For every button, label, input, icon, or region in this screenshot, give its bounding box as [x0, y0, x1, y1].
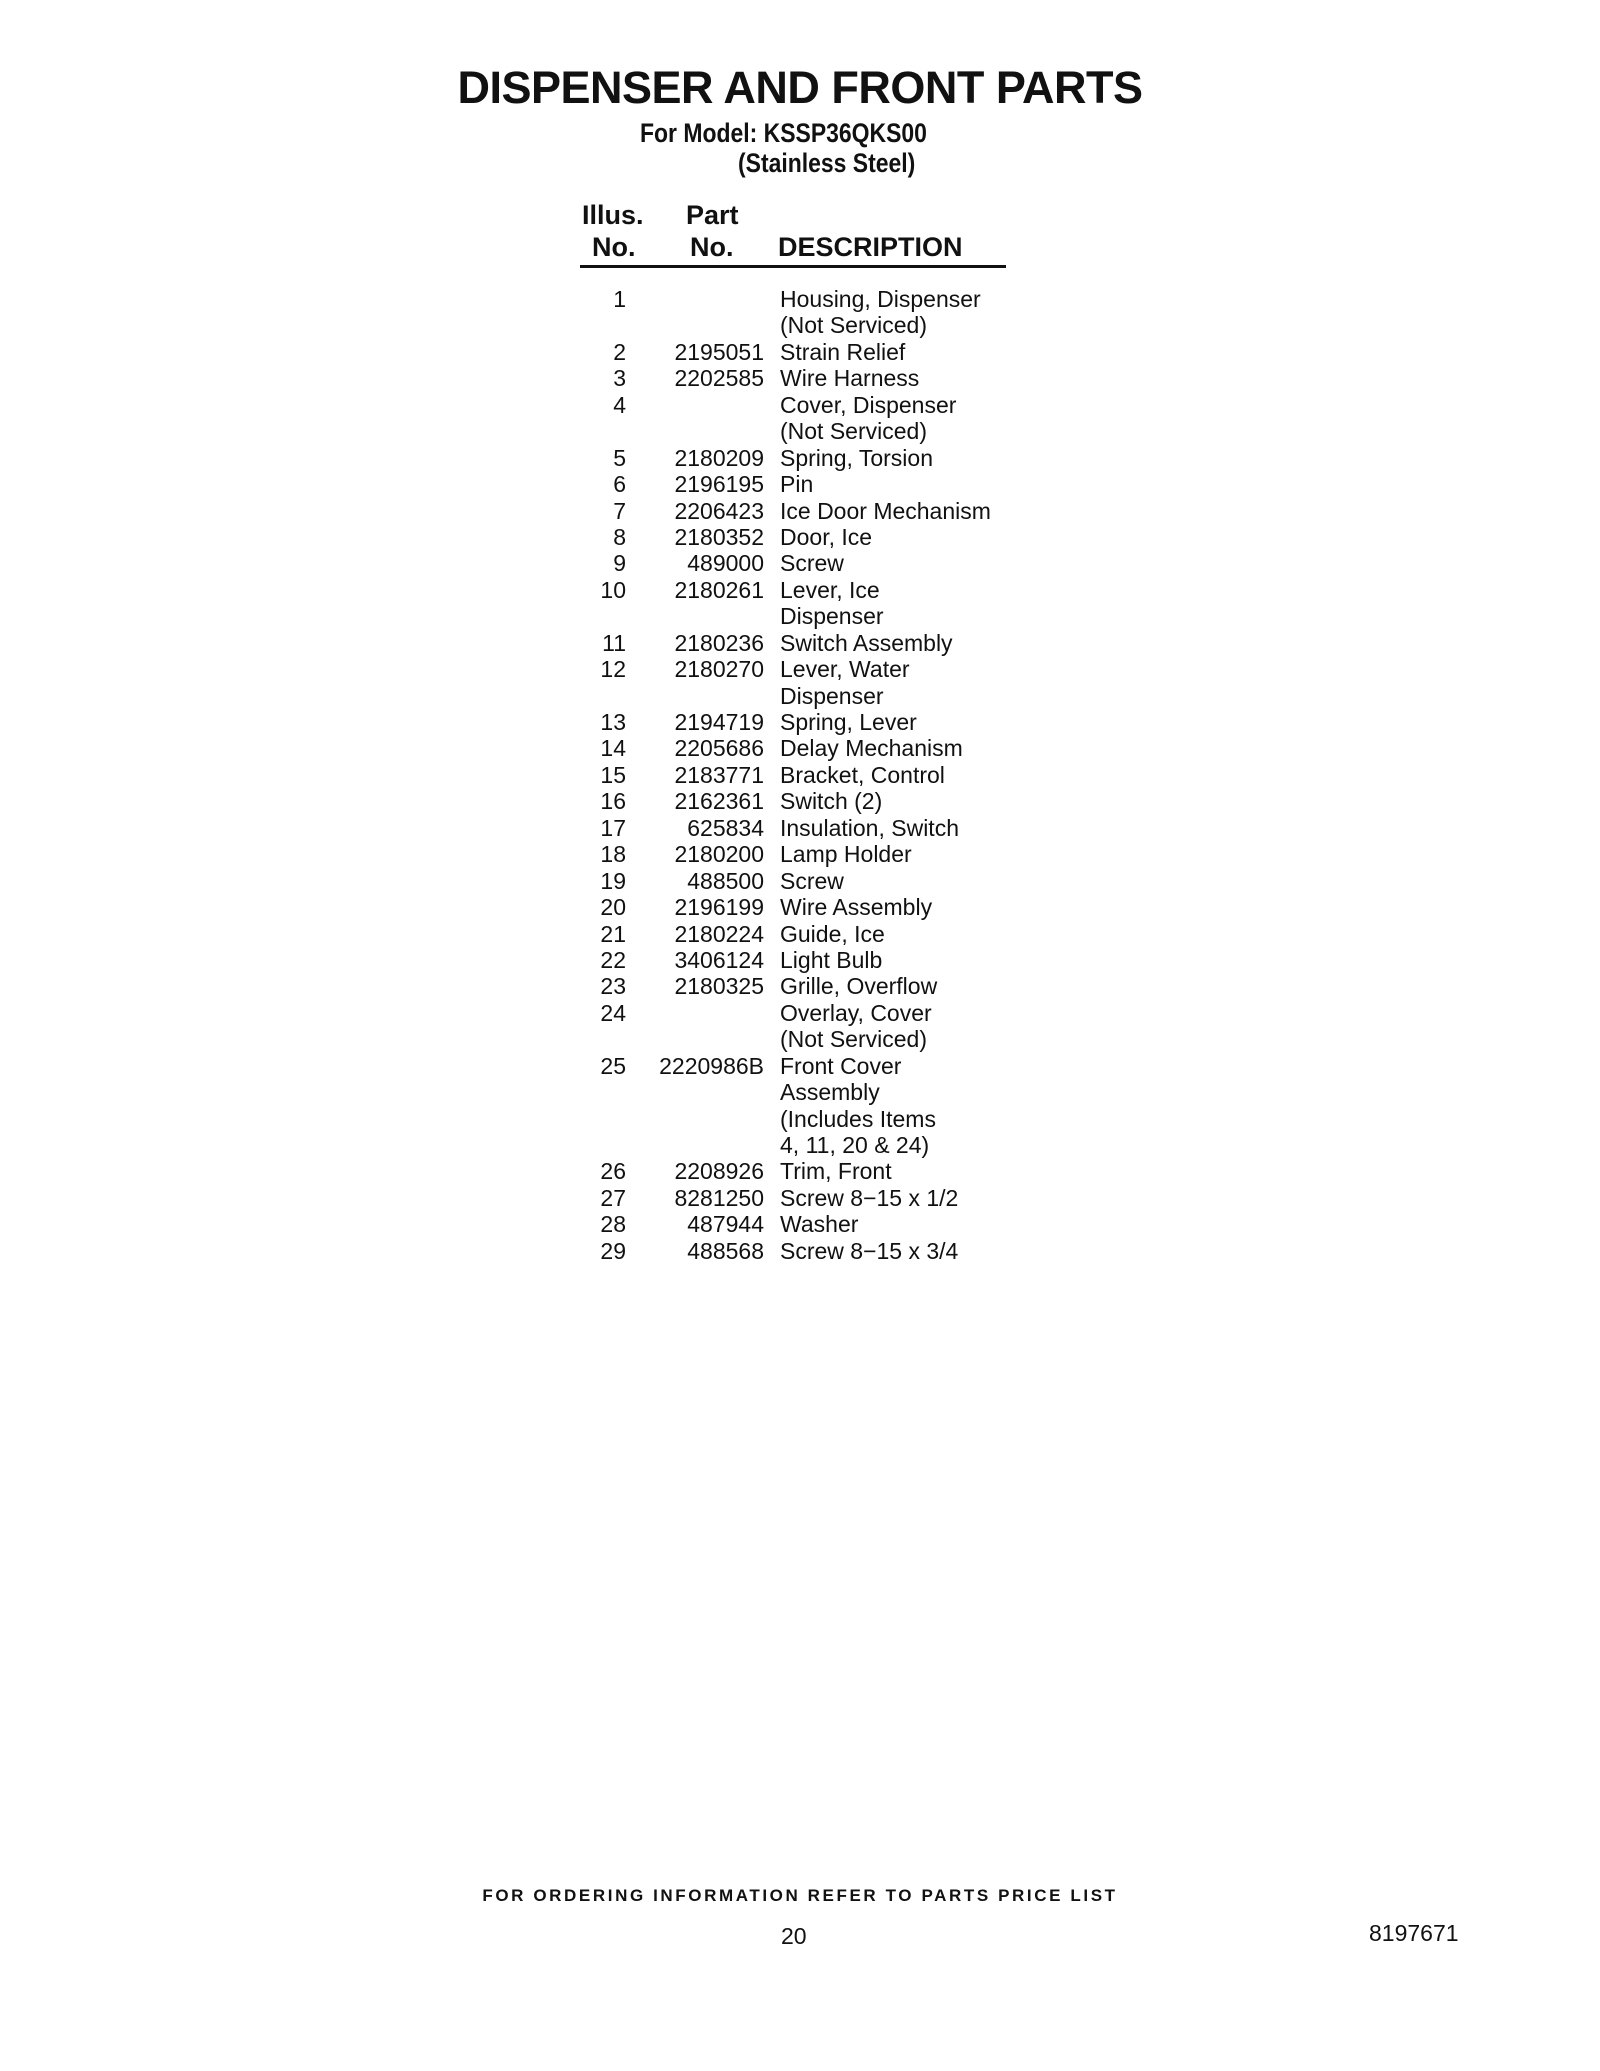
illus-number: 9	[613, 550, 626, 577]
illus-number: 6	[613, 471, 626, 498]
table-row	[0, 365, 1600, 391]
part-description: Lever, Ice	[780, 576, 880, 603]
column-header-part-top: Part	[686, 200, 739, 230]
part-description: Trim, Front	[780, 1158, 892, 1185]
column-header-illus-top: Illus.	[582, 200, 644, 230]
part-description: 4, 11, 20 & 24)	[780, 1132, 930, 1158]
part-number: 2195051	[674, 338, 764, 365]
table-row	[0, 603, 1600, 629]
part-description: Overlay, Cover	[780, 999, 932, 1026]
part-number: 2162361	[674, 788, 764, 815]
illus-number: 7	[613, 497, 626, 524]
table-row	[0, 630, 1600, 656]
table-row	[0, 1238, 1600, 1264]
illus-number: 12	[600, 656, 626, 683]
table-row	[0, 1053, 1600, 1079]
part-description: Housing, Dispenser	[780, 286, 981, 312]
part-number: 2180200	[674, 841, 764, 868]
table-row	[0, 1079, 1600, 1105]
part-number: 488500	[687, 867, 764, 894]
illus-number: 15	[600, 761, 626, 788]
part-number: 2194719	[674, 709, 764, 735]
part-description: Bracket, Control	[780, 761, 945, 788]
table-row	[0, 683, 1600, 709]
part-description: Spring, Lever	[780, 709, 917, 735]
illus-number: 10	[600, 576, 626, 603]
table-row	[0, 550, 1600, 576]
part-description: Front Cover	[780, 1052, 902, 1079]
part-number: 2196195	[674, 471, 764, 498]
table-row	[0, 1000, 1600, 1026]
part-description: Dispenser	[780, 682, 884, 709]
illus-number: 28	[600, 1211, 626, 1238]
illus-number: 21	[600, 920, 626, 947]
part-description: Ice Door Mechanism	[780, 497, 991, 524]
model-line: For Model: KSSP36QKS00	[640, 118, 927, 148]
part-description: Dispenser	[780, 603, 884, 630]
illus-number: 25	[600, 1052, 626, 1079]
part-description: Screw 8−15 x 1/2	[780, 1184, 959, 1211]
illus-number: 27	[600, 1184, 626, 1211]
illus-number: 23	[600, 973, 626, 1000]
table-row	[0, 788, 1600, 814]
column-header-description: DESCRIPTION	[778, 232, 963, 262]
part-description: Insulation, Switch	[780, 814, 959, 841]
illus-number: 17	[600, 814, 626, 841]
part-description: Cover, Dispenser	[780, 391, 957, 418]
table-row	[0, 947, 1600, 973]
part-number: 2180209	[674, 444, 764, 471]
part-number: 2180224	[674, 920, 764, 947]
part-number: 2202585	[674, 365, 764, 392]
illus-number: 29	[600, 1237, 626, 1264]
part-description: Assembly	[780, 1079, 880, 1106]
table-row	[0, 1132, 1600, 1158]
table-row	[0, 841, 1600, 867]
part-description: Guide, Ice	[780, 920, 885, 947]
part-number: 2180352	[674, 523, 764, 550]
part-number: 2208926	[674, 1158, 764, 1185]
document-number: 8197671	[1369, 1920, 1459, 1946]
illus-number: 16	[600, 788, 626, 815]
part-description: Pin	[780, 471, 814, 498]
column-header-illus-bottom: No.	[592, 232, 636, 262]
part-number: 2196199	[674, 894, 764, 921]
part-description: Light Bulb	[780, 946, 883, 973]
part-number: 2205686	[674, 735, 764, 762]
table-row	[0, 418, 1600, 444]
part-description: (Not Serviced)	[780, 312, 927, 339]
illus-number: 11	[602, 629, 626, 656]
table-row	[0, 1026, 1600, 1052]
part-number: 2220986B	[659, 1052, 764, 1079]
illus-number: 2	[613, 338, 626, 365]
header-rule	[580, 265, 1006, 268]
table-row	[0, 894, 1600, 920]
part-number: 2180270	[674, 656, 764, 683]
table-row	[0, 471, 1600, 497]
part-description: (Not Serviced)	[780, 1026, 927, 1053]
part-description: Lamp Holder	[780, 841, 912, 868]
illus-number: 13	[600, 709, 626, 735]
table-row	[0, 312, 1600, 338]
part-number: 2180236	[674, 629, 764, 656]
part-number: 2180261	[674, 576, 764, 603]
part-description: Screw	[780, 550, 844, 577]
illus-number: 19	[600, 867, 626, 894]
table-row	[0, 1158, 1600, 1184]
parts-table	[0, 286, 1600, 1264]
column-header-part-bottom: No.	[690, 232, 734, 262]
table-row	[0, 577, 1600, 603]
page-title: DISPENSER AND FRONT PARTS	[457, 62, 1143, 113]
illus-number: 24	[600, 999, 626, 1026]
illus-number: 5	[613, 444, 626, 471]
part-description: Screw	[780, 867, 844, 894]
table-row	[0, 339, 1600, 365]
ordering-note: FOR ORDERING INFORMATION REFER TO PARTS PRICE LIST	[482, 1886, 1118, 1905]
illus-number: 8	[613, 523, 626, 550]
part-number: 2183771	[674, 761, 764, 788]
part-description: Washer	[780, 1211, 859, 1238]
part-number: 3406124	[674, 946, 764, 973]
illus-number: 3	[613, 365, 626, 392]
illus-number: 18	[600, 841, 626, 868]
illus-number: 26	[600, 1158, 626, 1185]
part-description: Grille, Overflow	[780, 973, 938, 1000]
table-row	[0, 392, 1600, 418]
part-number: 487944	[687, 1211, 764, 1238]
part-description: Delay Mechanism	[780, 735, 963, 762]
page-number: 20	[781, 1923, 807, 1949]
table-row	[0, 445, 1600, 471]
finish-line: (Stainless Steel)	[738, 148, 916, 178]
table-row	[0, 709, 1600, 735]
table-row	[0, 868, 1600, 894]
part-description: Lever, Water	[780, 656, 910, 683]
illus-number: 14	[600, 735, 626, 762]
table-row	[0, 286, 1600, 312]
table-row	[0, 762, 1600, 788]
part-number: 488568	[687, 1237, 764, 1264]
part-number: 2206423	[674, 497, 764, 524]
part-description: Switch (2)	[780, 788, 883, 815]
table-row	[0, 815, 1600, 841]
table-row	[0, 973, 1600, 999]
part-description: Switch Assembly	[780, 629, 953, 656]
part-description: (Includes Items	[780, 1105, 936, 1132]
part-description: Wire Assembly	[780, 894, 933, 921]
illus-number: 20	[600, 894, 626, 921]
part-number: 489000	[687, 550, 764, 577]
table-row	[0, 921, 1600, 947]
table-row	[0, 656, 1600, 682]
illus-number: 4	[613, 391, 626, 418]
table-row	[0, 498, 1600, 524]
part-description: Spring, Torsion	[780, 444, 933, 471]
part-description: Screw 8−15 x 3/4	[780, 1237, 959, 1264]
part-description: Wire Harness	[780, 365, 920, 392]
part-description: Strain Relief	[780, 338, 906, 365]
illus-number: 22	[600, 946, 626, 973]
part-description: (Not Serviced)	[780, 418, 927, 445]
table-row	[0, 1185, 1600, 1211]
table-row	[0, 735, 1600, 761]
part-description: Door, Ice	[780, 523, 873, 550]
table-row	[0, 524, 1600, 550]
part-number: 8281250	[674, 1184, 764, 1211]
part-number: 625834	[687, 814, 764, 841]
part-number: 2180325	[674, 973, 764, 1000]
illus-number: 1	[613, 286, 626, 312]
table-row	[0, 1211, 1600, 1237]
table-row	[0, 1106, 1600, 1132]
